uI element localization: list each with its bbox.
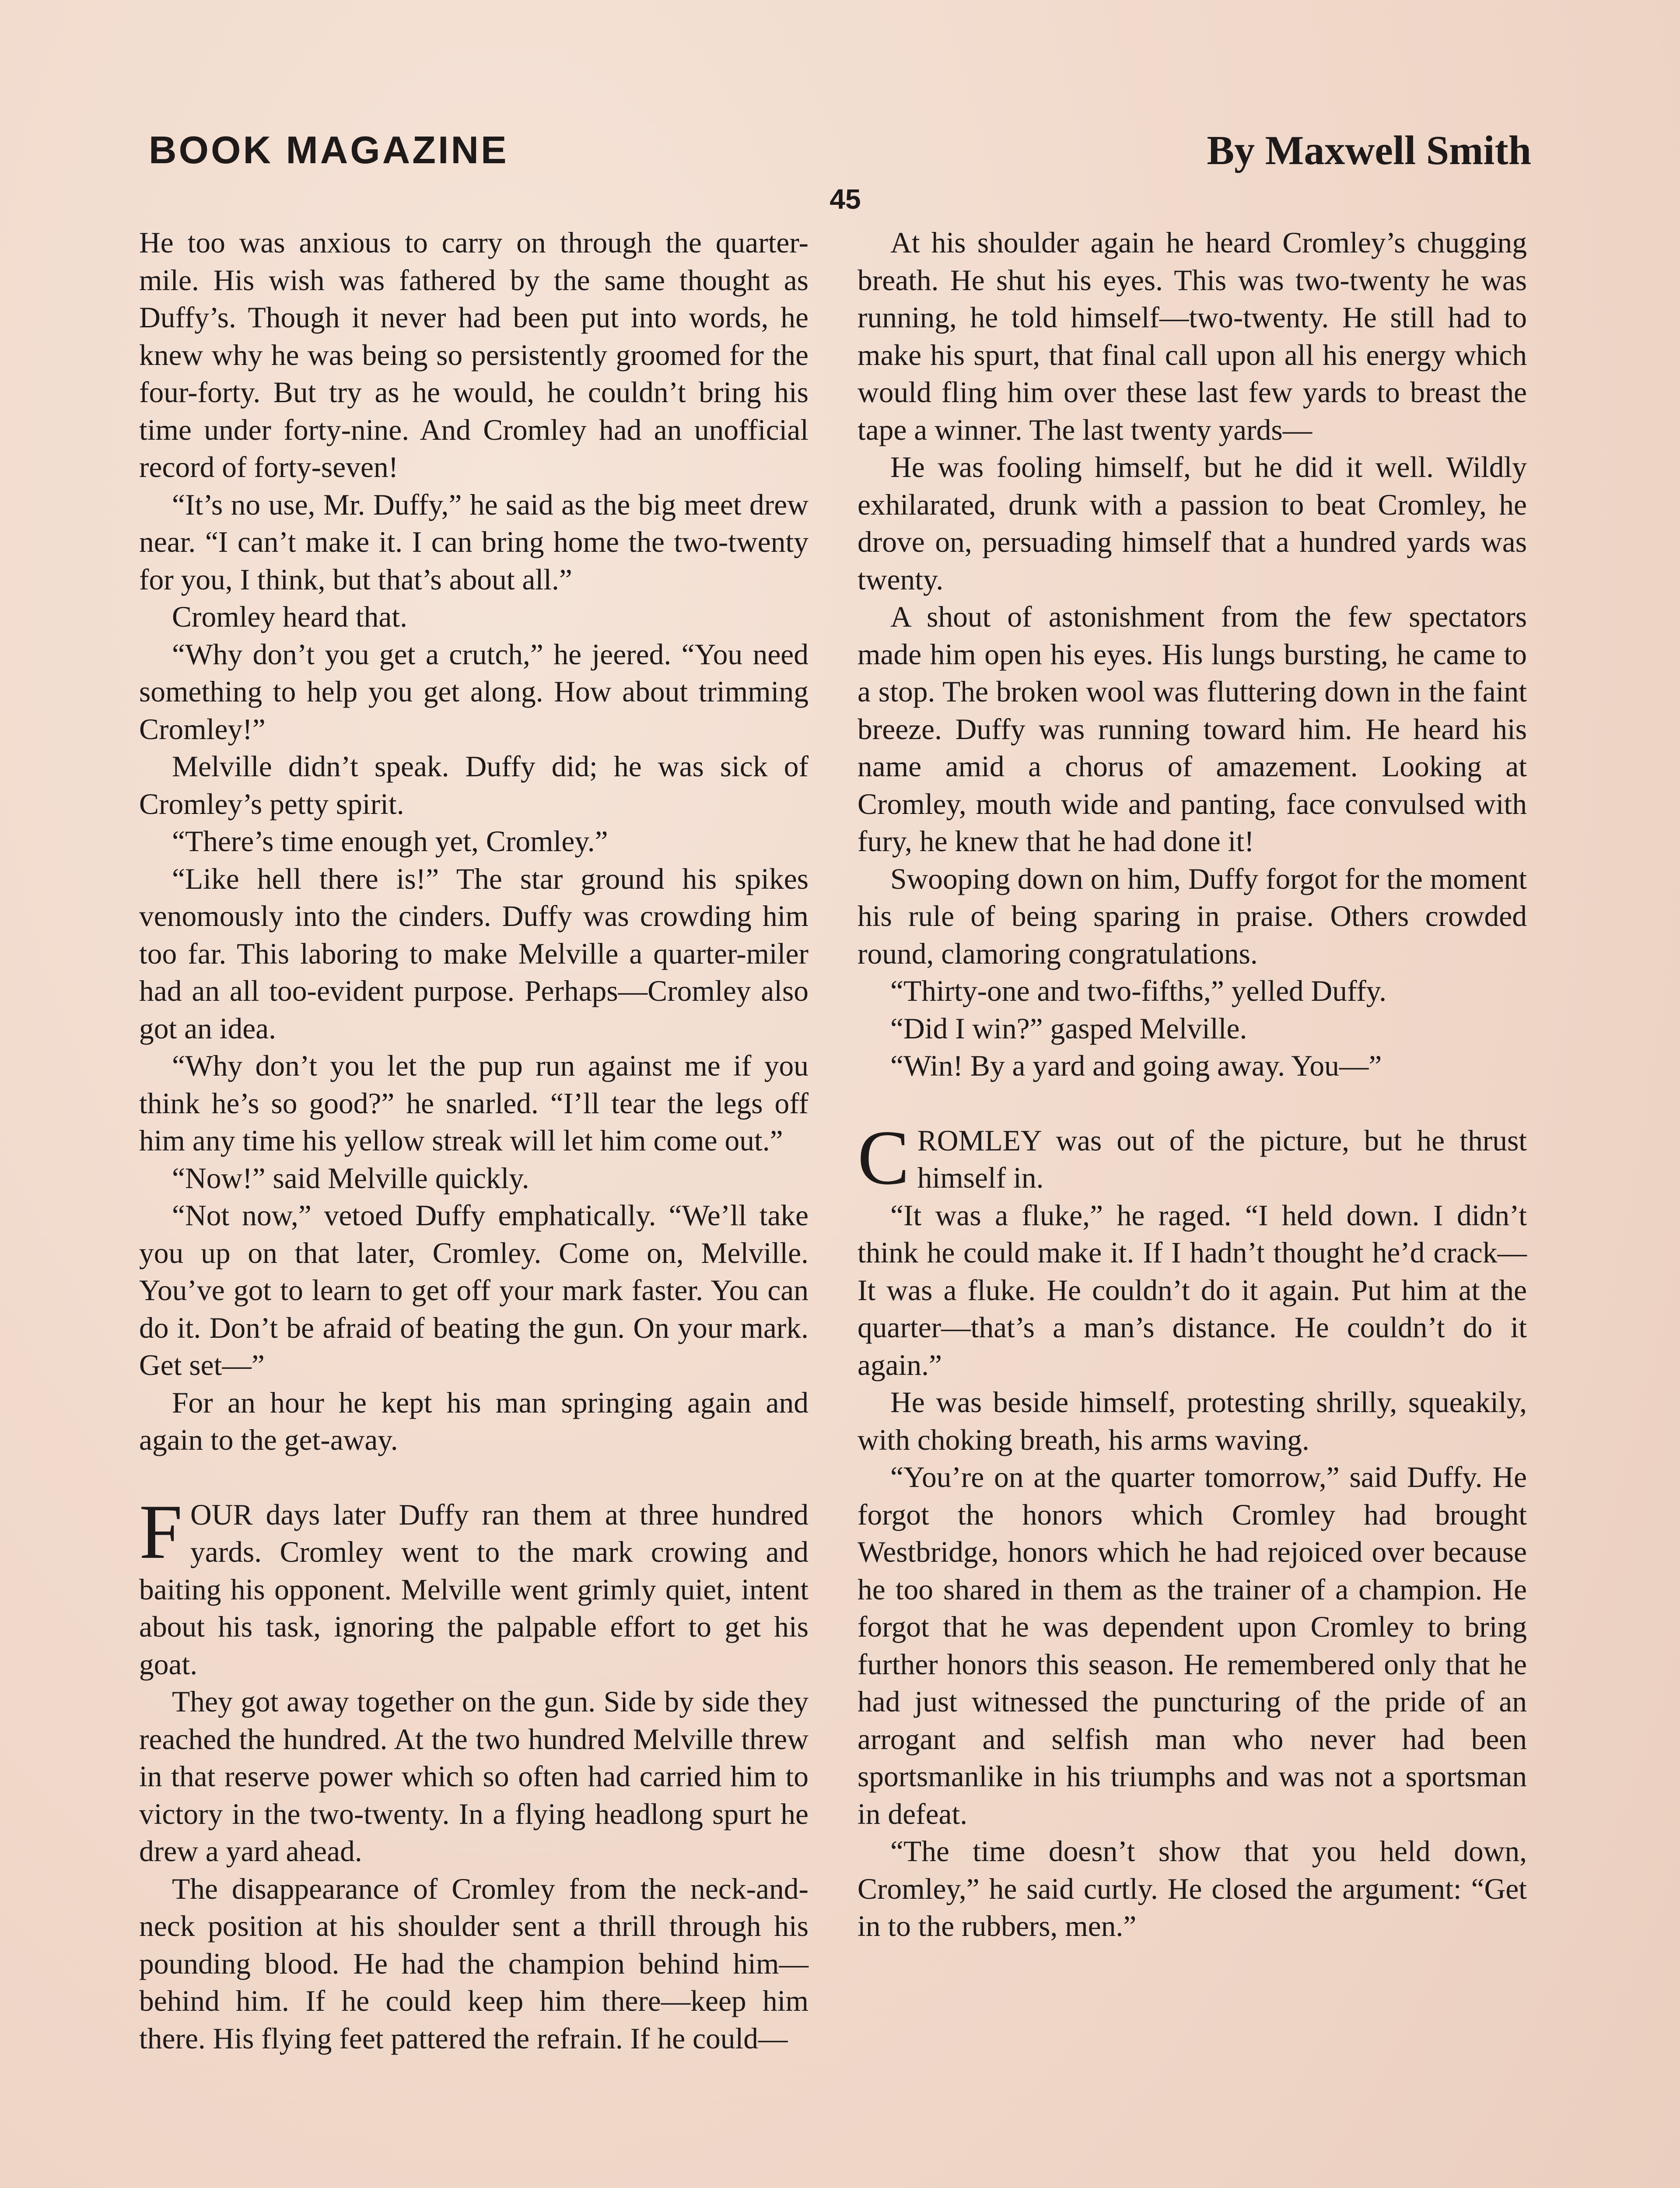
paragraph: “Now!” said Melville quickly. xyxy=(172,1161,529,1195)
paragraph: “Not now,” vetoed Duffy emphatically. “We’ll take you up on that later, Cromley. Come on, Melville. You’ve got to learn to get off your mark faster. You can do it. Don’t be afraid of beating the gun. On your mark. Get set—” xyxy=(139,1199,808,1382)
paragraph: A shout of astonishment from the few spectators made him open his eyes. His lungs bursting, he came to a stop. The broken wool was fluttering down in the faint breeze. Duffy was running toward him. He heard his name amid a chorus of amazement. Looking at Cromley, mouth wide and panting, face convulsed with fury, he knew that he had done it! xyxy=(858,600,1527,858)
paragraph: He was beside himself, protesting shrilly, squeakily, with choking breath, his arms waving. xyxy=(858,1386,1527,1456)
magazine-title: BOOK MAGAZINE xyxy=(149,128,509,172)
section-text: ROMLEY was out of the picture, but he thrust himself in. xyxy=(917,1124,1527,1194)
drop-cap: C xyxy=(858,1114,910,1201)
paragraph: “It was a fluke,” he raged. “I held down. I didn’t think he could make it. If I hadn’t thought he’d crack— It was a fluke. He couldn’t do it again. Put him at the quarter—that’s a man’s distance. He couldn’t do it again.” xyxy=(858,1199,1527,1382)
right-column xyxy=(858,224,1527,1945)
paragraph: “It’s no use, Mr. Duffy,” he said as the big meet drew near. “I can’t make it. I can bring home the two-twenty for you, I think, but that’s about all.” xyxy=(139,488,808,596)
paragraph: He was fooling himself, but he did it well. Wildly exhilarated, drunk with a passion to beat Cromley, he drove on, persuading himself that a hundred yards was twenty. xyxy=(858,451,1527,596)
paragraph: “Win! By a yard and going away. You—” xyxy=(890,1049,1382,1082)
paragraph: Melville didn’t speak. Duffy did; he was sick of Cromley’s petty spirit. xyxy=(139,750,808,820)
paragraph: “Did I win?” gasped Melville. xyxy=(890,1012,1247,1045)
paragraph: They got away together on the gun. Side by side they reached the hundred. At the two hundred Melville threw in that reserve power which so often had carried him to victory in the two-twenty. In a flying headlong spurt he drew a yard ahead. xyxy=(139,1685,808,1868)
drop-cap: F xyxy=(139,1488,182,1575)
page-number: 45 xyxy=(830,183,861,215)
paragraph: At his shoulder again he heard Cromley’s chugging breath. He shut his eyes. This was two-twenty he was running, he told himself—two-twenty. He still had to make his spurt, that final call upon all his energy which would fling him over these last few yards to breast the tape a winner. The last twenty yards— xyxy=(858,226,1527,446)
left-column xyxy=(139,224,808,2057)
paragraph: “There’s time enough yet, Cromley.” xyxy=(172,825,608,858)
paragraph: He too was anxious to carry on through the quarter-mile. His wish was fathered by the same thought as Duffy’s. Though it never had been put into words, he knew why he was being so persistently groomed for the four-forty. But try as he would, he couldn’t bring his time under forty-nine. And Cromley had an unofficial record of forty-seven! xyxy=(139,226,808,484)
paragraph: “You’re on at the quarter tomorrow,” said Duffy. He forgot the honors which Cromley had brought Westbridge, honors which he had rejoiced over because he too shared in them as the trainer of a champion. He forgot that he was dependent upon Cromley to bring further honors this season. He remembered only that he had just witnessed the puncturing of the pride of an arrogant and selfish man who never had been sportsmanlike in his triumphs and was not a sportsman in defeat. xyxy=(858,1461,1527,1830)
paragraph: For an hour he kept his man springing again and again to the get-away. xyxy=(139,1386,808,1456)
section-paragraph xyxy=(139,1488,808,1683)
paragraph: “The time doesn’t show that you held down, Cromley,” he said curtly. He closed the argument: “Get in to the rubbers, men.” xyxy=(858,1835,1527,1943)
paragraph: Swooping down on him, Duffy forgot for the moment his rule of being sparing in praise. Others crowded round, clamoring congratulations. xyxy=(858,862,1527,970)
paragraph: “Like hell there is!” The star ground his spikes venomously into the cinders. Duffy was crowding him too far. This laboring to make Melville a quarter-miler had an all too-evident purpose. Perhaps—Cromley also got an idea. xyxy=(139,862,808,1045)
paragraph: “Why don’t you let the pup run against me if you think he’s so good?” he snarled. “I’ll tear the legs off him any time his yellow streak will let him come out.” xyxy=(139,1049,808,1157)
paragraph: “Thirty-one and two-fifths,” yelled Duffy. xyxy=(890,975,1387,1007)
paragraph: The disappearance of Cromley from the neck-and-neck position at his shoulder sent a thrill through his pounding blood. He had the champion behind him—behind him. If he could keep him there—keep him there. His flying feet pattered the refrain. If he could— xyxy=(139,1872,808,2055)
paragraph: “Why don’t you get a crutch,” he jeered. “You need something to help you get along. How about trimming Cromley!” xyxy=(139,638,808,746)
paragraph: Cromley heard that. xyxy=(172,600,407,633)
section-text: OUR days later Duffy ran them at three hundred yards. Cromley went to the mark crowing and baiting his opponent. Melville went grimly quiet, intent about his task, ignoring the palpable effort to get his goat. xyxy=(139,1498,808,1681)
section-paragraph xyxy=(858,1114,1527,1201)
author-byline: By Maxwell Smith xyxy=(1207,128,1531,173)
